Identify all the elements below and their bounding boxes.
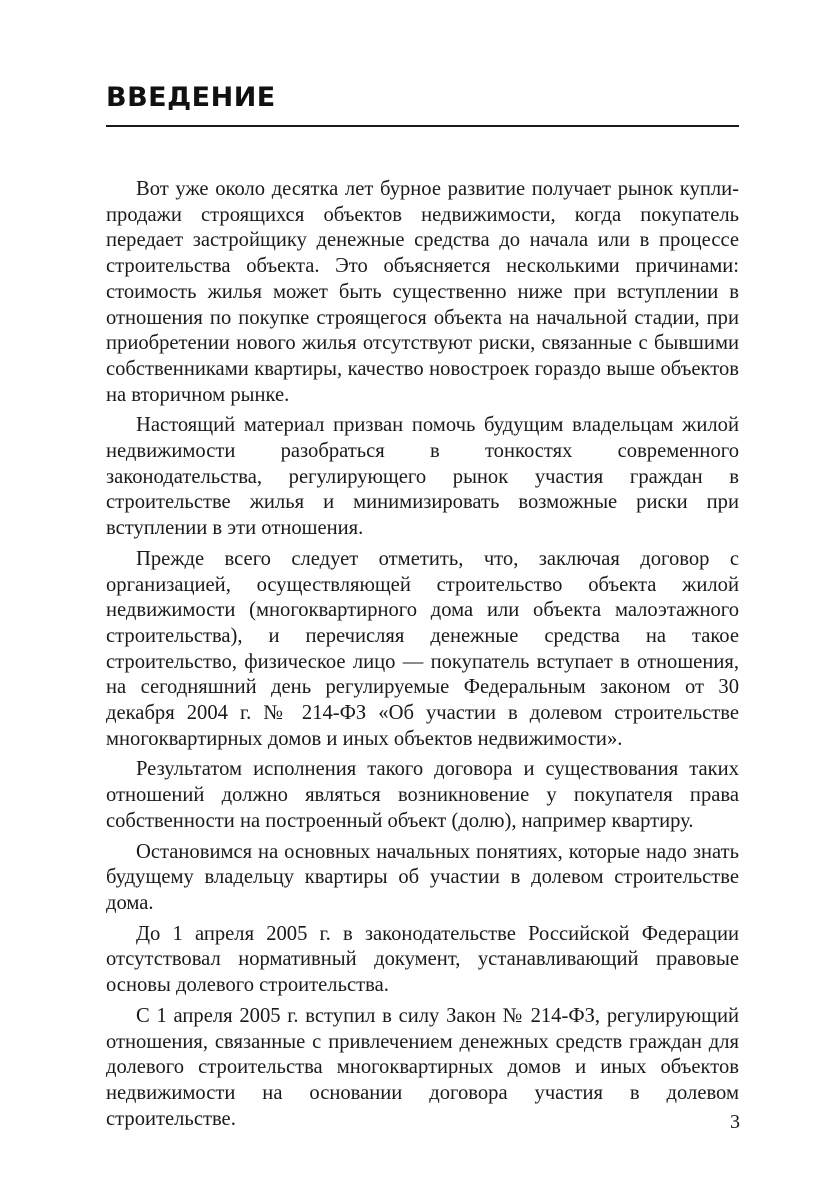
page-number: 3 <box>730 1111 740 1133</box>
paragraph-6: До 1 апреля 2005 г. в законодательстве Российской Федерации отсутствовал нормативный документ, устанавливающий правовые основы долевого строительства. <box>106 922 739 997</box>
chapter-heading: ВВЕДЕНИЕ <box>106 82 276 113</box>
paragraph-4: Результатом исполнения такого договора и существования таких отношений должно являться возникновение у покупателя права собственности на построенный объект (долю), например квартиру. <box>106 758 739 832</box>
paragraph-1: Вот уже около десятка лет бурное развитие получает рынок купли-продажи строящихся объектов недвижимости, когда покупатель передает застройщику денежные средства до начала или в процессе строительства объекта. Это объясняется несколькими причинами: стоимость жилья может быть существенно ниже при вступлении в отношения по покупке строящегося объекта на начальной стадии, при приобретении нового жилья отсутствуют риски, связанные с бывшими собственниками квартиры, качество новостроек гораздо выше объектов на вторичном рынке. <box>106 178 739 406</box>
paragraph-3: Прежде всего следует отметить, что, заключая договор с организацией, осуществляющей строительство объекта жилой недвижимости (многоквартирного дома или объекта малоэтажного строительства), и перечисляя денежные средства на такое строительство, физическое лицо — покупатель вступает в отношения, на сегодняшний день регулируемые Федеральным законом от 30 декабря 2004 г. № 214-ФЗ «Об участии в долевом строительстве многоквартирных домов и иных объектов недвижимости». <box>106 547 739 750</box>
paragraph-2: Настоящий материал призван помочь будущим владельцам жилой недвижимости разобраться в тонкостях современного законодательства, регулирующего рынок участия граждан в строительстве жилья и минимизировать возможные риски при вступлении в эти отношения. <box>106 414 739 540</box>
paragraph-7: С 1 апреля 2005 г. вступил в силу Закон № 214-ФЗ, регулирующий отношения, связанные с привлечением денежных средств граждан для долевого строительства многоквартирных домов и иных объектов недвижимости на основании договора участия в долевом строительстве. <box>106 1004 739 1130</box>
paragraph-5: Остановимся на основных начальных понятиях, которые надо знать будущему владельцу квартиры об участии в долевом строительстве дома. <box>106 840 739 914</box>
heading-rule <box>106 125 739 127</box>
body-text <box>106 177 739 1137</box>
